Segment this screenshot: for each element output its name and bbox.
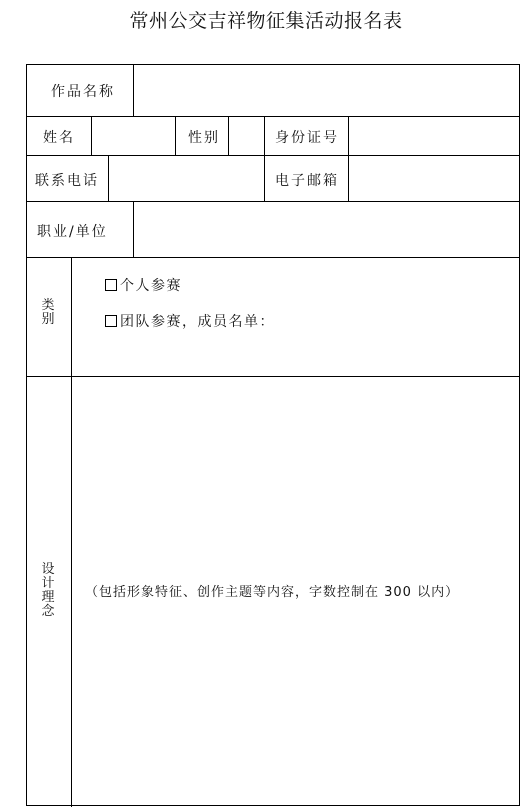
label-design-concept: 设计理念	[41, 562, 55, 619]
form-title: 常州公交吉祥物征集活动报名表	[129, 10, 403, 32]
col-divider	[175, 116, 176, 155]
name-field[interactable]	[92, 117, 174, 154]
label-category: 类别	[41, 298, 55, 327]
col-divider	[264, 116, 265, 155]
label-occupation: 职业/单位	[37, 224, 108, 240]
checkbox-icon[interactable]	[105, 279, 117, 291]
occupation-field[interactable]	[134, 202, 520, 256]
email-field[interactable]	[349, 156, 520, 200]
label-work-name: 作品名称	[51, 84, 115, 100]
option-team[interactable]	[105, 311, 275, 331]
gender-field[interactable]	[229, 117, 263, 154]
row-divider	[27, 376, 519, 377]
option-individual[interactable]	[105, 275, 182, 295]
col-divider	[71, 257, 72, 807]
label-name: 姓名	[43, 130, 75, 146]
col-divider	[264, 155, 265, 201]
row-divider	[27, 257, 519, 258]
checkbox-icon[interactable]	[105, 315, 117, 327]
label-phone: 联系电话	[35, 173, 99, 189]
id-number-field[interactable]	[349, 117, 520, 154]
label-gender: 性别	[188, 130, 220, 146]
registration-table	[26, 64, 520, 806]
design-concept-hint: （包括形象特征、创作主题等内容，字数控制在 300 以内）	[85, 585, 460, 600]
label-email: 电子邮箱	[275, 173, 339, 189]
phone-field[interactable]	[109, 156, 263, 200]
option-team-label: 团队参赛，成员名单：	[120, 314, 275, 330]
label-id-number: 身份证号	[275, 130, 339, 146]
work-name-field[interactable]	[134, 66, 520, 115]
option-individual-label: 个人参赛	[120, 278, 182, 294]
